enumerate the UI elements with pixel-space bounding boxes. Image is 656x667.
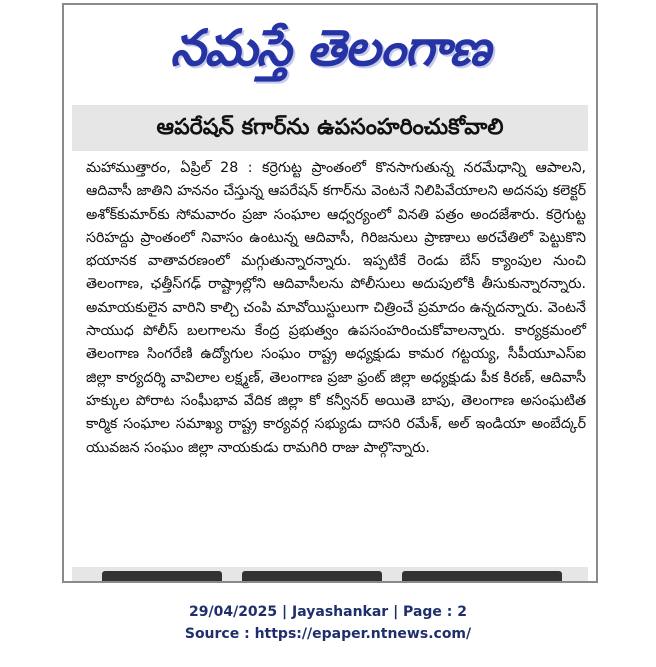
footer-source: Source : https://epaper.ntnews.com/ [184, 626, 472, 642]
footer-date-edition: 29/04/2025 | Jayashankar | Page : 2 [189, 604, 467, 620]
newspaper-masthead: నమస్తే తెలంగాణ [170, 19, 490, 77]
cut-off-next-headline [72, 567, 588, 581]
article-body [86, 157, 586, 460]
cut-glyph [102, 571, 222, 581]
article-paragraph: మహాముత్తారం, ఏప్రిల్ 28 : కర్రెగుట్ట ప్రాంతంలో కొనసాగుతున్న నరమేధాన్ని ఆపాలని, ఆదివాసీ జాతిని హననం చేస్తున్న ఆపరేషన్ కగార్‌ను వెంటనే నిలిపివేయాలని అదనపు కలెక్టర్ అశోక్‌కుమార్‌కు సోమవారం ప్రజా సంఘాల ఆధ్వర్యంలో వినతి పత్రం అందజేశారు. కర్రెగుట్ట సరిహద్దు ప్రాంతంలో నివాసం ఉంటున్న ఆదివాసీ, గిరిజనులు ప్రాణాలు అరచేతిలో పెట్టుకొని భయానక వాతావరణంలో మగ్గుతున్నారన్నారు. ఇప్పటికే రెండు బేస్ క్యాంపుల నుంచి తెలంగాణ, ఛత్తీస్‌గఢ్ రాష్ట్రాల్లోని ఆదివాసీలను పోలీసులు అదుపులోకి తీసుకున్నారన్నారు. అమాయకులైన వారిని కాల్చి చంపి మావోయిస్టులుగా చిత్రించే ప్రమాదం ఉన్నదన్నారు. వెంటనే సాయుధ పోలీస్ బలగాలను కేంద్ర ప్రభుత్వం ఉపసంహరించుకోవాలన్నారు. కార్యక్రమంలో తెలంగాణ సింగరేణి ఉద్యోగుల సంఘం రాష్ట్ర అధ్యక్షుడు కామర గట్టయ్య, సీపీయూఎస్ఐ జిల్లా కార్యదర్శి వావిలాల లక్ష్మణ్, తెలంగాణ ప్రజా ఫ్రంట్ జిల్లా అధ్యక్షుడు పీక కిరణ్, ఆదివాసీ హక్కుల పోరాట సంఘీభావ వేదిక జిల్లా కో కన్వీనర్ అయితె బాపు, తెలంగాణ అసంఘటిత కార్మిక సంఘాల సమాఖ్య రాష్ట్ర కార్యవర్గ సభ్యుడు దాసరి రమేశ్, అల్ ఇండియా అంబేద్కర్ యువజన సంఘం జిల్లా నాయకుడు రామగిరి రాజు పాల్గొన్నారు. [86, 160, 586, 456]
headline-band [72, 105, 588, 151]
cut-glyph [242, 571, 382, 581]
cut-glyph [402, 571, 562, 581]
article-headline: ఆపరేషన్ కగార్‌ను ఉపసంహరించుకోవాలి [156, 115, 504, 140]
newspaper-clipping [62, 3, 598, 583]
